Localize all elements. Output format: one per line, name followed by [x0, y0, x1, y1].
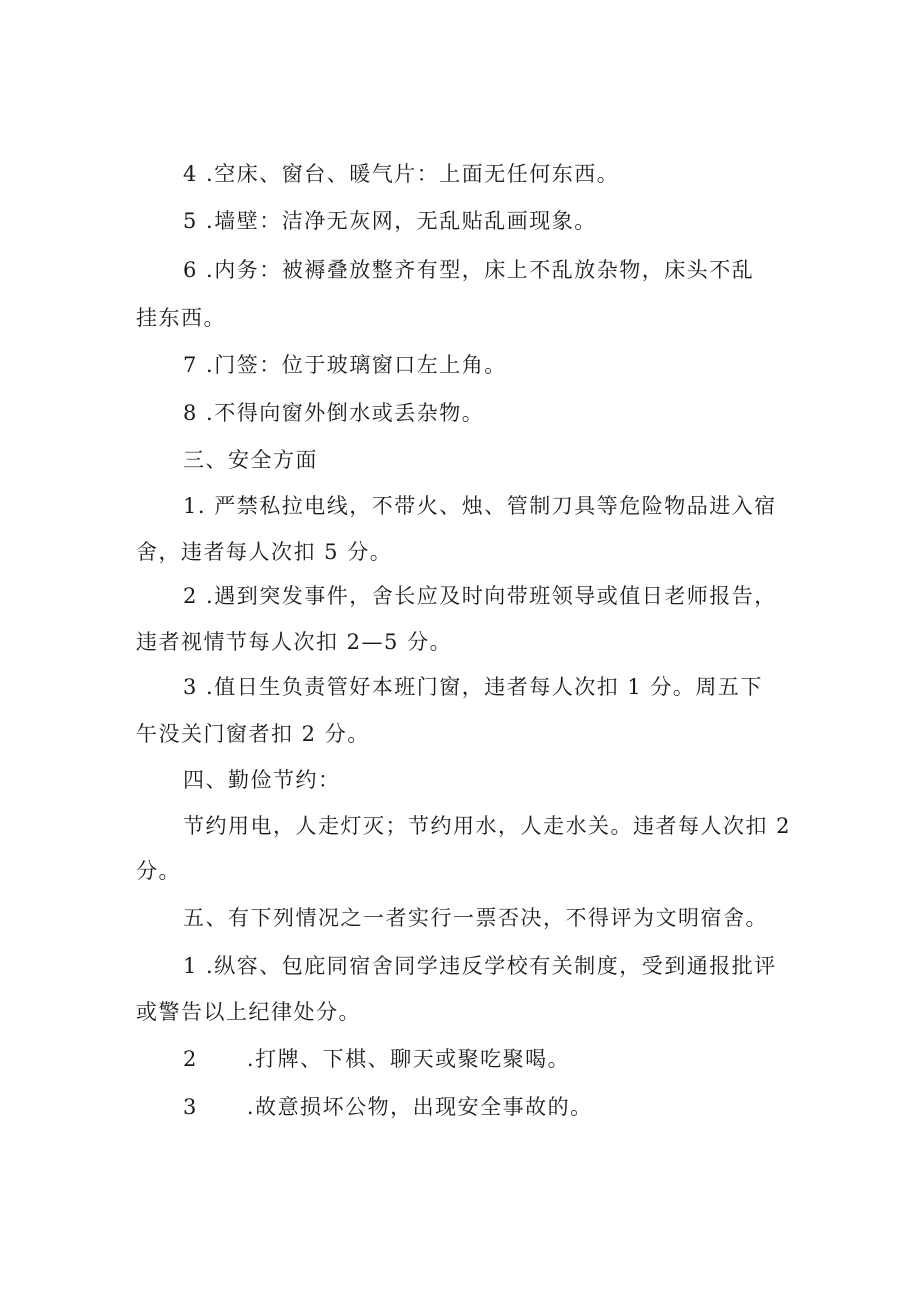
rule-item-6-text: 6 .内务：被褥叠放整齐有型，床上不乱放杂物，床头不乱: [183, 258, 755, 282]
rule-item-4-text: 4 .空床、窗台、暖气片：上面无任何东西。: [183, 162, 620, 186]
veto-item-1-continuation: 或警告以上纪律处分。: [136, 1000, 361, 1024]
safety-item-2-text: 2 .遇到突发事件，舍长应及时向带班领导或值日老师报告，: [183, 584, 777, 608]
veto-item-1-text: 1 .纵容、包庇同宿舍同学违反学校有关制度，受到通报批评: [183, 954, 777, 978]
section-heading-veto: 五、有下列情况之一者实行一票否决，不得评为文明宿舍。: [183, 906, 768, 930]
thrift-continuation: 分。: [136, 859, 181, 883]
safety-item-1-continuation: 舍，违者每人次扣 5 分。: [136, 540, 393, 564]
safety-item-3-text: 3 .值日生负责管好本班门窗，违者每人次扣 1 分。周五下: [183, 675, 763, 699]
rule-item-6-continuation: 挂东西。: [136, 306, 226, 330]
safety-item-3-continuation: 午没关门窗者扣 2 分。: [136, 722, 370, 746]
veto-item-3-text: 3 .故意损坏公物，出现安全事故的。: [183, 1095, 593, 1119]
section-heading-thrift: 四、勤俭节约：: [183, 768, 341, 792]
section-heading-safety: 三、安全方面: [183, 448, 318, 472]
rule-item-8-text: 8 .不得向窗外倒水或丢杂物。: [183, 401, 485, 425]
safety-item-1-text: 1. 严禁私拉电线，不带火、烛、管制刀具等危险物品进入宿: [183, 494, 777, 518]
rule-item-5-text: 5 .墙壁：洁净无灰网，无乱贴乱画现象。: [183, 209, 597, 233]
thrift-text: 节约用电，人走灯灭；节约用水，人走水关。违者每人次扣 2: [183, 814, 792, 838]
veto-item-2-text: 2 .打牌、下棋、聊天或聚吃聚喝。: [183, 1047, 571, 1071]
safety-item-2-continuation: 违者视情节每人次扣 2—5 分。: [136, 630, 453, 654]
rule-item-7-text: 7 .门签：位于玻璃窗口左上角。: [183, 353, 507, 377]
